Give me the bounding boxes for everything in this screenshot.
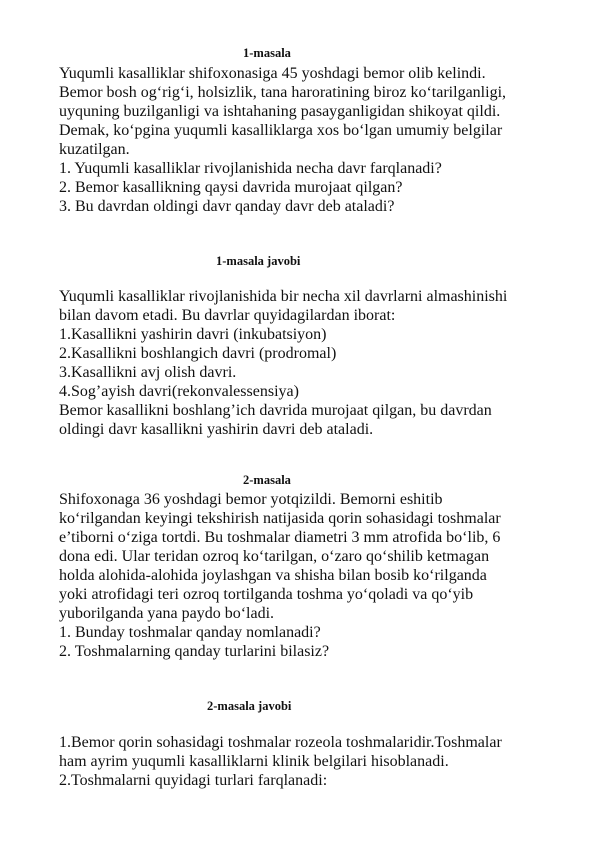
answer1-line: bilan davom etadi. Bu davrlar quyidagilardan iborat: [59,307,396,324]
task1-line: Yuqumli kasalliklar shifoxonasiga 45 yoshdagi bemor olib kelindi. [59,65,486,82]
answer1-line: Bemor kasallikni boshlang’ich davrida murojaat qilgan, bu davrdan [59,402,492,419]
task1-line: kuzatilgan. [59,141,130,158]
task1-title: 1-masala [243,46,291,60]
task2-body [59,490,579,661]
answer1-line: Yuqumli kasalliklar rivojlanishida bir necha xil davrlarni almashinishi [59,288,508,305]
answer2-line: 2.Toshmalarni quyidagi turlari farqlanadi: [59,772,328,789]
task1-question: 3. Bu davrdan oldingi davr qanday davr deb ataladi? [59,198,395,215]
answer1-list-item: 2.Kasallikni boshlangich davri (prodromal) [59,345,337,362]
task1-line: Bemor bosh og‘rig‘i, holsizlik, tana haroratining biroz ko‘tarilganligi, [59,84,507,101]
task1-line: uyquning buzilganligi va ishtahaning pasayganligidan shikoyat qildi. [59,103,501,120]
task1-question: 2. Bemor kasallikning qaysi davrida murojaat qilgan? [59,179,403,196]
task2-title: 2-masala [243,473,291,487]
task2-question: 1. Bunday toshmalar qanday nomlanadi? [59,624,321,641]
answer1-title: 1-masala javobi [216,254,301,268]
task1-question: 1. Yuqumli kasalliklar rivojlanishida necha davr farqlanadi? [59,160,442,177]
task2-line: dona edi. Ular teridan ozroq ko‘tarilgan, o‘zaro qo‘shilib ketmagan [59,548,490,565]
task1-line: Demak, ko‘pgina yuqumli kasalliklarga xos bo‘lgan umumiy belgilar [59,122,503,139]
answer1-line: oldingi davr kasallikni yashirin davri deb ataladi. [59,421,374,438]
task2-line: e’tiborni o‘ziga tortdi. Bu toshmalar diametri 3 mm atrofida bo‘lib, 6 [59,529,501,546]
task1-body [59,64,579,216]
answer2-body [59,733,579,790]
answer1-list-item: 3.Kasallikni avj olish davri. [59,364,237,381]
task2-line: holda alohida-alohida joylashgan va shisha bilan bosib ko‘rilganda [59,567,487,584]
task2-line: ko‘rilgandan keyingi tekshirish natijasida qorin sohasidagi toshmalar [59,510,501,527]
task2-question: 2. Toshmalarning qanday turlarini bilasiz? [59,643,330,660]
answer2-line: 1.Bemor qorin sohasidagi toshmalar rozeola toshmalaridir.Toshmalar [59,734,502,751]
answer2-line: ham ayrim yuqumli kasalliklarni klinik belgilari hisoblanadi. [59,753,449,770]
answer2-title: 2-masala javobi [207,699,292,713]
task2-line: yoki atrofidagi teri ozroq tortilganda toshma yo‘qoladi va qo‘yib [59,586,474,603]
answer1-list-item: 4.Sog’ayish davri(rekonvalessensiya) [59,383,299,400]
task2-line: Shifoxonaga 36 yoshdagi bemor yotqizildi. Bemorni eshitib [59,491,443,508]
answer1-body [59,287,579,439]
answer1-list-item: 1.Kasallikni yashirin davri (inkubatsiyon) [59,326,327,343]
task2-line: yuborilganda yana paydo bo‘ladi. [59,605,275,622]
